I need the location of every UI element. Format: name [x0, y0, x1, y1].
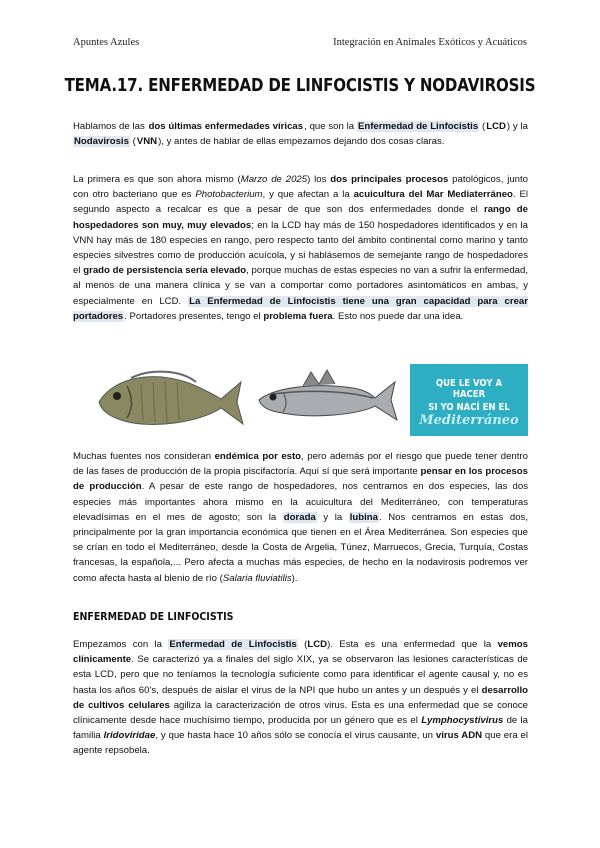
paragraph-species: Muchas fuentes nos consideran endémica por esto, pero además por el riesgo que puede tener dentro de las fases de producción de la propia piscifactoría. Aquí sí que será importante pensar en los procesos de producción. A pesar de este rango de hospedadores, nos centramos en dos especies, las dos especies más importantes ahora mismo en la acuicultura del Mediterráneo, con temperaturas elevadísimas en el mes de agosto; son la dorada y la lubina. Nos centramos en estas dos, principalmente por la gran importancia económica que tienen en el Área Mediterránea. Son especies que se crían en todo el Mediterráneo, desde la Costa de Argelia, Túnez, Marruecos, Grecia, Turquía, Costas francesas, la española,... Pero afecta a muchas más especies, de hecho en la nodavirosis podremos ver como afecta hasta al blenio de río (Salaria fluviatilis).: [73, 451, 528, 584]
paragraph-intro: Hablamos de las dos últimas enfermedades víricas, que son la Enfermedad de Linfocistis (LCD) y la Nodavirosis (VNN), y antes de hablar de ellas empezamos dejando dos cosas claras.: [73, 121, 528, 148]
page-title: TEMA.17. ENFERMEDAD DE LINFOCISTIS Y NODAVIROSIS: [64, 76, 536, 96]
header-left: Apuntes Azules: [73, 37, 140, 48]
header-right: Integración en Animales Exóticos y Acuáticos: [333, 37, 527, 48]
paragraph-context: La primera es que son ahora mismo (Marzo de 2025) los dos principales procesos patológicos, junto con otro bacteriano que es Photobacterium, y que afectan a la acuicultura del Mar Mediaterráneo. El segundo aspecto a recalcar es que a pesar de que son dos enfermedades donde el rango de hospedadores son muy, muy elevados; en la LCD hay más de 150 hospedadores identificados y en la VNN hay más de 180 especies en rango, pero respecto tanto del ámbito continental como marino y tanto especies silvestres como de producción acuícola, y si hablásemos de semejante rango de hospedadores el grado de persistencia sería elevado, porque muchas de estas especies no van a sufrir la enfermedad, al menos de una manera clínica y se van a comportar como portadores asintomáticos en ambas, y especialmente en LCD. La Enfermedad de Linfocistis tiene una gran capacidad para crear portadores. Portadores presentes, tengo el problema fuera. Esto nos puede dar una idea.: [73, 174, 529, 322]
section-heading: ENFERMEDAD DE LINFOCISTIS: [73, 610, 234, 623]
badge-line-1: QUE LE VOY A HACER: [435, 378, 503, 400]
paragraph-lcd: Empezamos con la Enfermedad de Linfocistis (LCD). Esta es una enfermedad que la vemos clínicamente. Se caracterizó ya a finales del siglo XIX, ya se observaron las lesiones características de esta LCD, pero que no teníamos la tecnología suficiente como para identificar el agente causal y, no es hasta los años 60’s, después de aislar el virus de la NPI que hubo un antes y un después y el desarrollo de cultivos celulares agiliza la caracterización de otros virus. Esta es una enfermedad que se conoce clínicamente desde hace muchísimo tiempo, producida por un género que es el Lymphocystivirus de la familia Iridoviridae, y que hasta hace 10 años sólo se conocía el virus causante, un virus ADN que era el agente repsobela.: [73, 639, 528, 757]
image-row: [73, 360, 528, 435]
badge-line-3: Mediterráneo: [419, 413, 519, 428]
sea-bream-image: [91, 364, 251, 434]
sea-bass-image: [253, 364, 403, 434]
page-header: [73, 37, 527, 48]
mediterraneo-badge-image: [410, 364, 528, 436]
badge-line-2: SI YO NACÍ EN EL: [428, 402, 510, 413]
